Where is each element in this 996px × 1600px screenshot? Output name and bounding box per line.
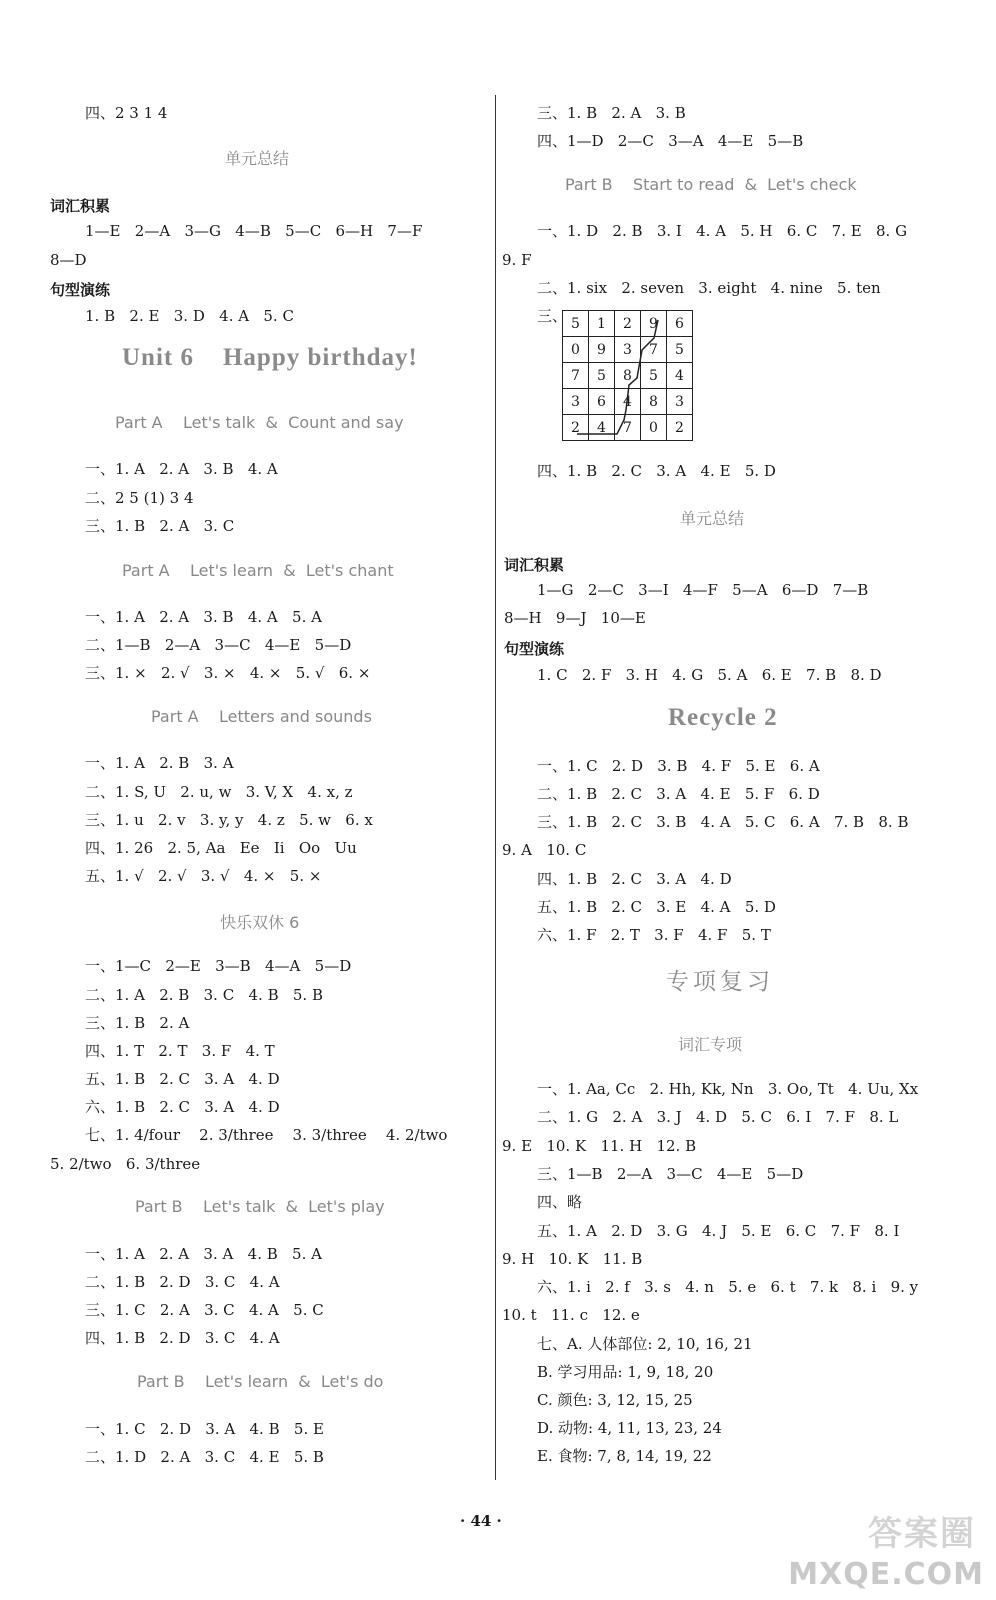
grid-cell: 3 [563, 389, 589, 415]
grid-cell: 4 [589, 415, 615, 441]
answer-line: 一、1. A 2. A 3. A 4. B 5. A [85, 1245, 322, 1263]
answer-line: 四、1. B 2. C 3. A 4. E 5. D [537, 462, 776, 480]
answer-line: 四、1. B 2. C 3. A 4. D [537, 870, 732, 888]
section-title: Part B Let's talk & Let's play [135, 1197, 385, 1216]
answer-line: 五、1. √ 2. √ 3. √ 4. × 5. × [85, 867, 322, 885]
grid-cell: 3 [615, 337, 641, 363]
answer-line: 三、1. B 2. A 3. C [85, 517, 235, 535]
grid-cell: 0 [641, 415, 667, 441]
page-number: · 44 · [460, 1512, 502, 1530]
answer-line: 一、1. C 2. D 3. B 4. F 5. E 6. A [537, 757, 820, 775]
answer-line: 六、1. B 2. C 3. A 4. D [85, 1098, 280, 1116]
answer-line: 六、1. i 2. f 3. s 4. n 5. e 6. t 7. k 8. i 9. y [537, 1278, 919, 1296]
answer-line: 四、1—D 2—C 3—A 4—E 5—B [537, 132, 804, 150]
watermark-logo: 答案圈 [868, 1514, 976, 1554]
grid-cell: 7 [615, 415, 641, 441]
path-line [562, 310, 702, 450]
answer-line: 五、1. B 2. C 3. E 4. A 5. D [537, 898, 776, 916]
answer-line: 七、1. 4/four 2. 3/three 3. 3/three 4. 2/two [85, 1126, 448, 1144]
answer-line: 9. E 10. K 11. H 12. B [502, 1137, 697, 1155]
unit-title: Recycle 2 [668, 704, 778, 731]
answer-line: 1. B 2. E 3. D 4. A 5. C [85, 307, 294, 325]
grid-cell: 5 [563, 311, 589, 337]
section-title: Part B Start to read & Let's check [565, 175, 857, 194]
watermark-url: MXQE.COM [788, 1557, 984, 1592]
answer-line: 1—E 2—A 3—G 4—B 5—C 6—H 7—F [85, 222, 423, 240]
answer-line: 8—H 9—J 10—E [504, 609, 646, 627]
section-title: 词汇专项 [678, 1035, 743, 1054]
answer-line: C. 颜色: 3, 12, 15, 25 [537, 1391, 693, 1409]
answer-line: 二、1. B 2. C 3. A 4. E 5. F 6. D [537, 785, 820, 803]
answer-line: 二、1. six 2. seven 3. eight 4. nine 5. ten [537, 279, 881, 297]
section-title: Part A Let's talk & Count and say [115, 413, 404, 432]
unit-title: Unit 6 Happy birthday! [122, 344, 418, 371]
section-title: 快乐双休 6 [220, 913, 300, 932]
answer-line: 二、2 5 (1) 3 4 [85, 489, 194, 507]
grid-cell: 2 [667, 415, 693, 441]
answer-line: 1—G 2—C 3—I 4—F 5—A 6—D 7—B [537, 581, 869, 599]
subsection-label: 句型演练 [504, 640, 565, 658]
section-title: 专项复习 [666, 969, 774, 995]
grid-cell: 1 [589, 311, 615, 337]
section-title: Part A Let's learn & Let's chant [122, 561, 394, 580]
grid-cell: 8 [641, 389, 667, 415]
answer-line: 5. 2/two 6. 3/three [50, 1155, 201, 1173]
subsection-label: 词汇积累 [50, 197, 111, 215]
grid-cell: 9 [641, 311, 667, 337]
grid-cell: 6 [667, 311, 693, 337]
grid-cell: 7 [641, 337, 667, 363]
answer-line: 六、1. F 2. T 3. F 4. F 5. T [537, 926, 771, 944]
subsection-label: 句型演练 [50, 281, 111, 299]
answer-line: 三、1. × 2. √ 3. × 4. × 5. √ 6. × [85, 664, 371, 682]
answer-line: 四、略 [537, 1193, 583, 1211]
section-title: 单元总结 [680, 509, 745, 528]
answer-line: 一、1. A 2. A 3. B 4. A [85, 460, 278, 478]
answer-line: 一、1. C 2. D 3. A 4. B 5. E [85, 1420, 324, 1438]
grid-cell: 5 [589, 363, 615, 389]
answer-line: 二、1. D 2. A 3. C 4. E 5. B [85, 1448, 324, 1466]
answer-line: 8—D [50, 251, 87, 269]
answer-line: 一、1. A 2. A 3. B 4. A 5. A [85, 608, 322, 626]
answer-line: 三、1. B 2. A [85, 1014, 190, 1032]
answer-line: 三、1—B 2—A 3—C 4—E 5—D [537, 1165, 804, 1183]
answer-line: 四、1. 26 2. 5, Aa Ee Ii Oo Uu [85, 839, 357, 857]
answer-line: 二、1. G 2. A 3. J 4. D 5. C 6. I 7. F 8. L [537, 1108, 899, 1126]
grid-cell: 2 [563, 415, 589, 441]
grid-cell: 4 [667, 363, 693, 389]
answer-line: E. 食物: 7, 8, 14, 19, 22 [537, 1447, 712, 1465]
grid-cell: 5 [641, 363, 667, 389]
answer-line: D. 动物: 4, 11, 13, 23, 24 [537, 1419, 722, 1437]
answer-line: 三、1. u 2. v 3. y, y 4. z 5. w 6. x [85, 811, 373, 829]
grid-cell: 2 [615, 311, 641, 337]
answer-line: 9. H 10. K 11. B [502, 1250, 643, 1268]
answer-line: 一、1. Aa, Cc 2. Hh, Kk, Nn 3. Oo, Tt 4. Uu, Xx [537, 1080, 919, 1098]
grid-cell: 5 [667, 337, 693, 363]
grid-cell: 3 [667, 389, 693, 415]
grid-cell: 0 [563, 337, 589, 363]
section-title: Part A Letters and sounds [151, 707, 372, 726]
answer-line: 一、1. A 2. B 3. A [85, 754, 234, 772]
number-grid [562, 310, 702, 450]
answer-line: 五、1. A 2. D 3. G 4. J 5. E 6. C 7. F 8. I [537, 1222, 900, 1240]
answer-label: 三、 [537, 307, 568, 325]
answer-line: 9. F [502, 251, 532, 269]
grid-cell: 4 [615, 389, 641, 415]
answer-line: 二、1. S, U 2. u, w 3. V, X 4. x, z [85, 783, 353, 801]
answer-line: 四、1. T 2. T 3. F 4. T [85, 1042, 275, 1060]
answer-line: 一、1. D 2. B 3. I 4. A 5. H 6. C 7. E 8. G [537, 222, 908, 240]
answer-line: 三、1. B 2. A 3. B [537, 104, 686, 122]
answer-line: 四、2 3 1 4 [85, 104, 168, 122]
answer-line: 三、1. B 2. C 3. B 4. A 5. C 6. A 7. B 8. B [537, 813, 909, 831]
answer-line: 一、1—C 2—E 3—B 4—A 5—D [85, 957, 352, 975]
grid-cell: 8 [615, 363, 641, 389]
grid-cell: 9 [589, 337, 615, 363]
column-divider [495, 95, 496, 1480]
answer-line: 七、A. 人体部位: 2, 10, 16, 21 [537, 1335, 753, 1353]
answer-line: 10. t 11. c 12. e [502, 1306, 640, 1324]
section-title: 单元总结 [225, 149, 290, 168]
section-title: Part B Let's learn & Let's do [137, 1372, 384, 1391]
answer-line: 二、1—B 2—A 3—C 4—E 5—D [85, 636, 352, 654]
answer-line: 五、1. B 2. C 3. A 4. D [85, 1070, 280, 1088]
answer-line: 9. A 10. C [502, 841, 587, 859]
answer-line: 1. C 2. F 3. H 4. G 5. A 6. E 7. B 8. D [537, 666, 882, 684]
answer-line: 二、1. A 2. B 3. C 4. B 5. B [85, 986, 323, 1004]
answer-line: B. 学习用品: 1, 9, 18, 20 [537, 1363, 714, 1381]
subsection-label: 词汇积累 [504, 556, 565, 574]
answer-line: 二、1. B 2. D 3. C 4. A [85, 1273, 280, 1291]
grid-cell: 6 [589, 389, 615, 415]
answer-line: 三、1. C 2. A 3. C 4. A 5. C [85, 1301, 324, 1319]
answer-line: 四、1. B 2. D 3. C 4. A [85, 1329, 280, 1347]
grid-cell: 7 [563, 363, 589, 389]
